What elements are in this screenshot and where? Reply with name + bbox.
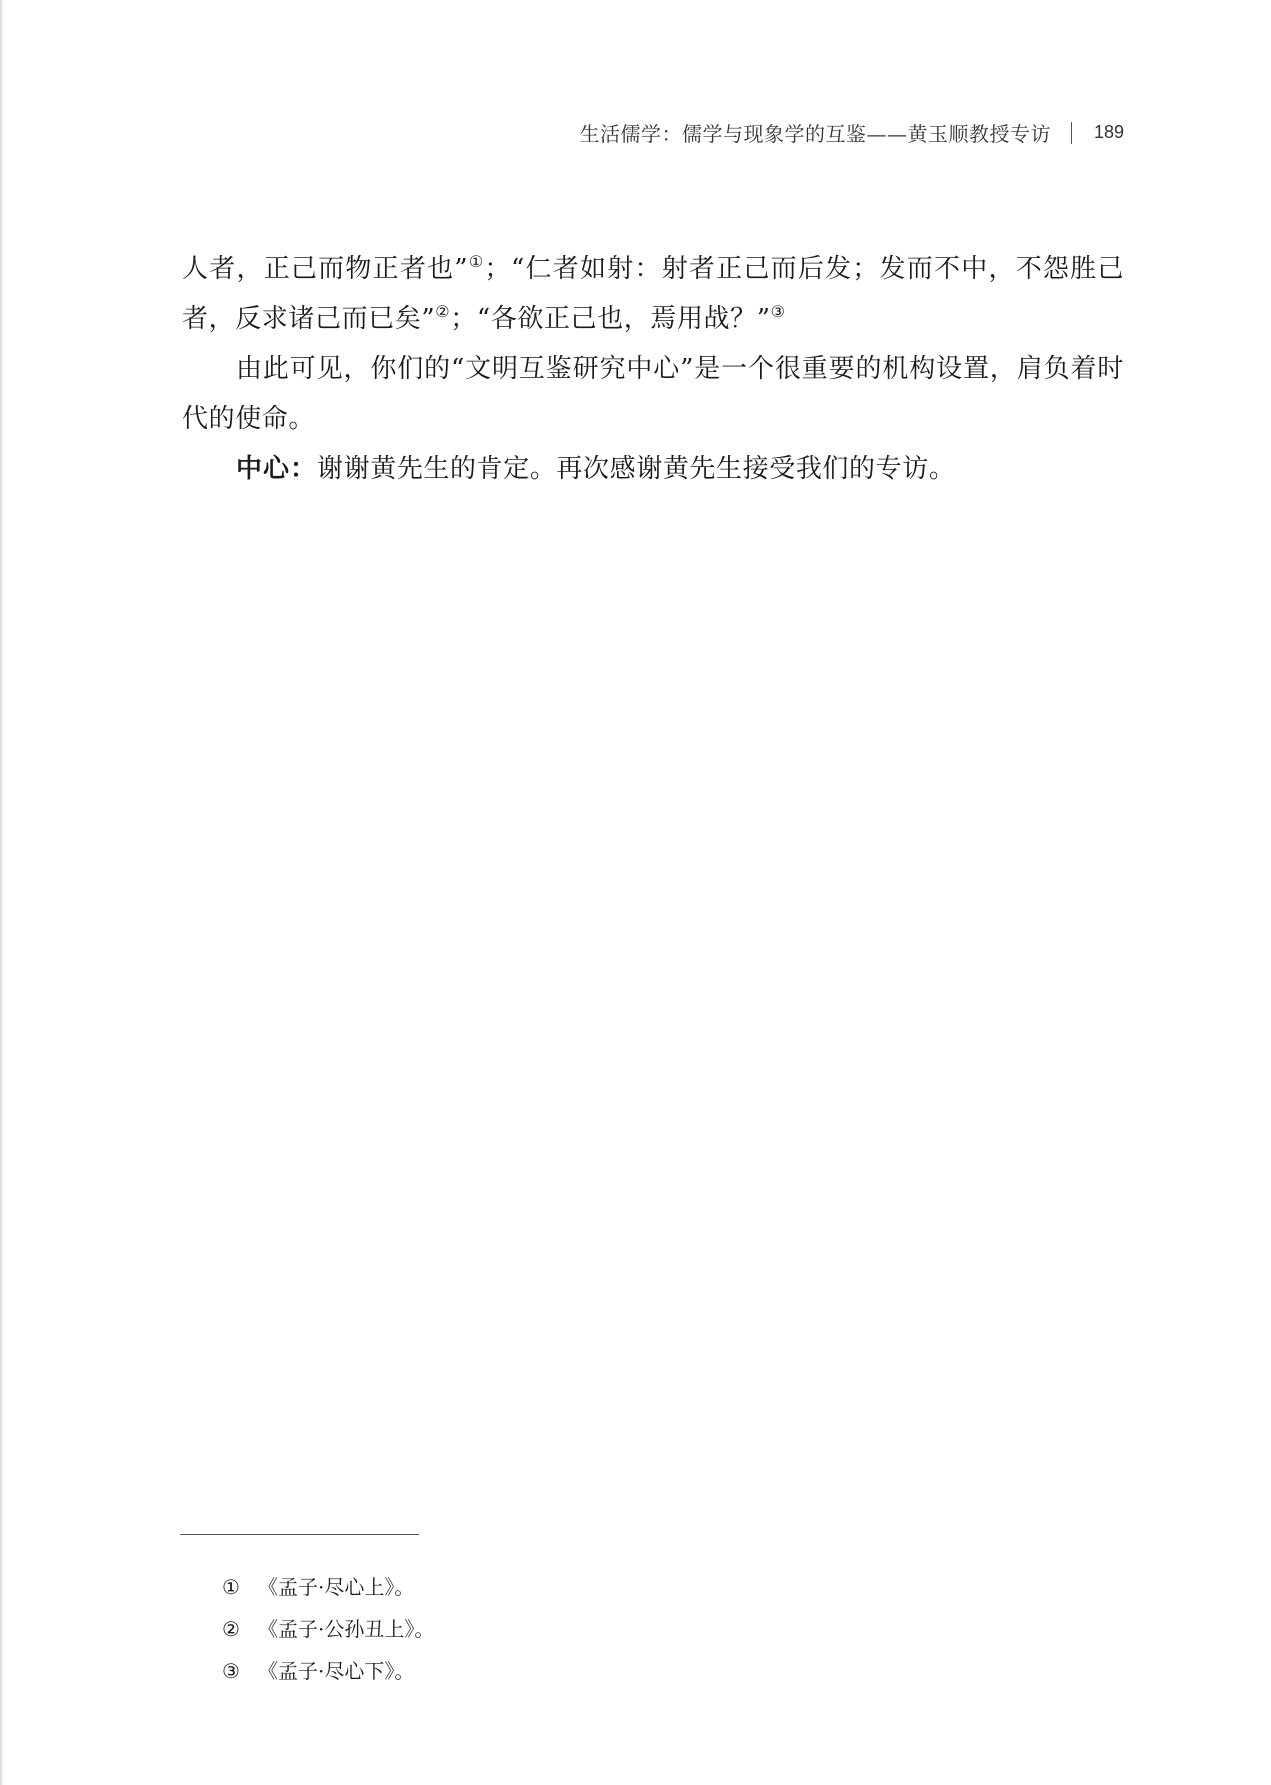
footnote-text: 《孟子·尽心下》。 bbox=[258, 1659, 415, 1683]
footnote-item bbox=[222, 1566, 434, 1608]
running-head-title: 生活儒学：儒学与现象学的互鉴——黄玉顺教授专访 bbox=[579, 122, 1051, 146]
footnote-text: 《孟子·公孙丑上》。 bbox=[258, 1617, 435, 1641]
footnote-item bbox=[222, 1650, 434, 1692]
footnote-ref-2[interactable]: ② bbox=[435, 302, 451, 321]
running-head-separator bbox=[1071, 122, 1072, 144]
footnotes bbox=[222, 1566, 434, 1692]
speaker-label: 中心： bbox=[236, 454, 318, 484]
footnote-divider bbox=[180, 1534, 419, 1535]
footnote-number: ① bbox=[222, 1575, 240, 1599]
closing-text: 谢谢黄先生的肯定。再次感谢黄先生接受我们的专访。 bbox=[317, 454, 956, 484]
running-head bbox=[0, 118, 1124, 147]
footnote-number: ② bbox=[222, 1617, 240, 1641]
quote-segment-2: ；“仁者如射：射者正己而后发；发而不中，不怨胜己者，反求诸己而已矣” bbox=[182, 254, 1124, 334]
footnote-ref-1[interactable]: ① bbox=[468, 252, 485, 271]
body-text bbox=[182, 244, 1124, 494]
page-number: 189 bbox=[1093, 122, 1124, 142]
paragraph-closing bbox=[182, 444, 1124, 494]
page-edge-shadow bbox=[0, 0, 4, 1785]
footnote-number: ③ bbox=[222, 1659, 240, 1683]
paragraph-conclusion: 由此可见，你们的“文明互鉴研究中心”是一个很重要的机构设置，肩负着时代的使命。 bbox=[182, 354, 1124, 434]
footnote-item bbox=[222, 1608, 434, 1650]
quote-segment-1: 人者，正己而物正者也” bbox=[182, 254, 469, 284]
footnote-text: 《孟子·尽心上》。 bbox=[258, 1575, 415, 1599]
paragraph-quote bbox=[182, 244, 1124, 344]
quote-segment-3: ；“各欲正己也，焉用战？” bbox=[450, 304, 771, 334]
footnote-ref-3[interactable]: ③ bbox=[770, 302, 786, 321]
